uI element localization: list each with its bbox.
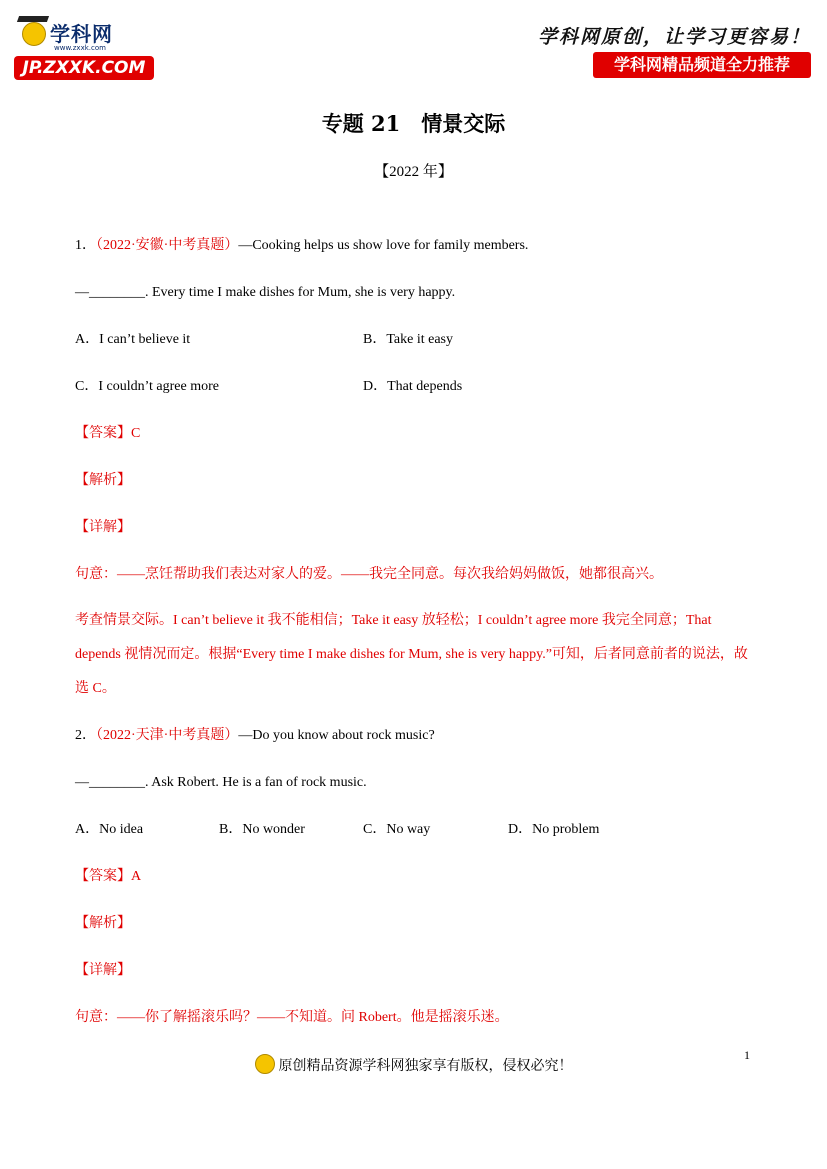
question-2-stem-line — [75, 727, 435, 745]
question-number: 2． — [75, 728, 96, 743]
logo-url: www.zxxk.com — [54, 44, 106, 52]
year-heading: 【2022 年】 — [374, 164, 453, 180]
option-a: A．I can’t believe it — [75, 332, 191, 347]
option-b: B．No wonder — [219, 822, 305, 837]
channel-banner: 学科网精品频道全力推荐 — [593, 52, 811, 78]
option-b: B．Take it easy — [363, 332, 453, 347]
question-2-dialogue: —________. Ask Robert. He is a fan of rock music. — [75, 775, 367, 790]
option-c: C．I couldn’t agree more — [75, 379, 219, 394]
option-c: C．No way — [363, 822, 431, 837]
page-title: 专题 21 情景交际 — [321, 111, 506, 136]
option-d: D．That depends — [363, 379, 463, 394]
mascot-icon — [22, 22, 46, 46]
mascot-icon — [255, 1054, 275, 1074]
logo-banner: JP.ZXXK.COM — [14, 56, 154, 80]
copyright-footer — [0, 1054, 827, 1075]
site-logo — [14, 14, 156, 82]
answer-label: 【答案】C — [75, 426, 141, 441]
question-stem: —Do you know about rock music? — [238, 728, 435, 743]
detail-label: 【详解】 — [75, 963, 131, 978]
page-number: 1 — [744, 1048, 750, 1062]
question-source: （2022·天津·中考真题） — [96, 728, 239, 743]
answer-label: 【答案】A — [75, 869, 142, 884]
sentence-meaning: 句意：——烹饪帮助我们表达对家人的爱。——我完全同意。每次我给妈妈做饭，她都很高兴。 — [75, 567, 663, 582]
option-d: D．No problem — [508, 822, 600, 837]
explanation-text: 考查情景交际。I can’t believe it 我不能相信；Take it easy 放轻松；I couldn’t agree more 我完全同意；That depends 视情况而定。根据“Every time I make dishes for Mum, she is very happy.”可知，后者同意前者的说法，故选 C。 — [75, 613, 748, 696]
detail-label: 【详解】 — [75, 520, 131, 535]
sentence-meaning: 句意：——你了解摇滚乐吗？——不知道。问 Robert。他是摇滚乐迷。 — [75, 1010, 509, 1025]
question-1-stem-line — [75, 237, 528, 255]
analysis-label: 【解析】 — [75, 473, 131, 488]
question-1-dialogue: —________. Every time I make dishes for Mum, she is very happy. — [75, 285, 456, 300]
question-number: 1． — [75, 238, 96, 253]
logo-name: 学科网 — [50, 22, 113, 46]
analysis-label: 【解析】 — [75, 916, 131, 931]
graduation-cap-icon — [17, 16, 49, 22]
header-slogan: 学科网原创，让学习更容易！ — [537, 26, 811, 48]
copyright-text: 原创精品资源学科网独家享有版权，侵权必究！ — [278, 1059, 573, 1074]
question-source: （2022·安徽·中考真题） — [96, 238, 239, 253]
option-a: A．No idea — [75, 822, 144, 837]
question-stem: —Cooking helps us show love for family members. — [238, 238, 529, 253]
